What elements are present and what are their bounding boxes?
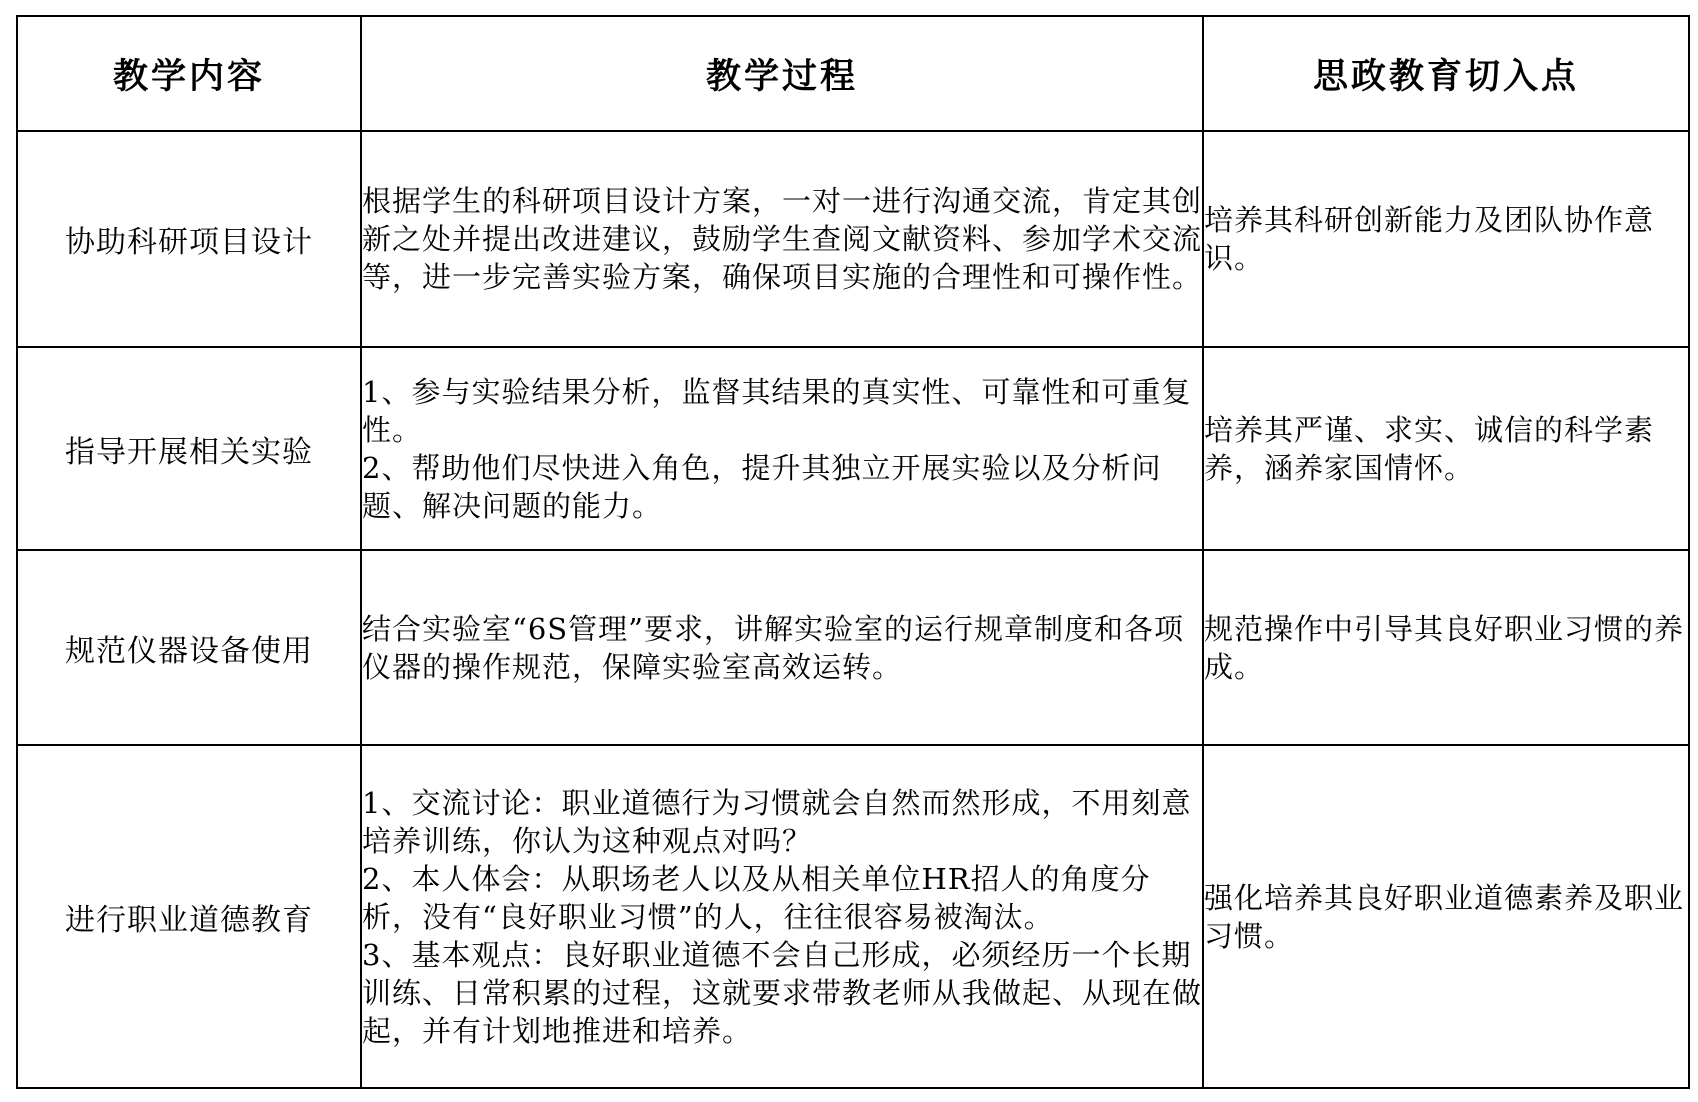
header-teaching-process: 教学过程 <box>361 16 1203 131</box>
process-text: 1、参与实验结果分析，监督其结果的真实性、可靠性和可重复性。 <box>362 374 1192 447</box>
header-ideological-entry-point: 思政教育切入点 <box>1203 16 1689 131</box>
topic-cell: 进行职业道德教育 <box>17 745 361 1088</box>
entry-point-cell: 培养其科研创新能力及团队协作意识。 <box>1203 131 1689 347</box>
header-teaching-content: 教学内容 <box>17 16 361 131</box>
topic-cell: 规范仪器设备使用 <box>17 550 361 745</box>
process-cell <box>361 550 1203 745</box>
process-text: 根据学生的科研项目设计方案，一对一进行沟通交流，肯定其创新之处并提出改进建议，鼓励学生查阅文献资料、参加学术交流等，进一步完善实验方案，确保项目实施的合理性和可操作性。 <box>362 184 1203 294</box>
table-row <box>17 745 1689 1088</box>
topic-cell: 协助科研项目设计 <box>17 131 361 347</box>
table-row <box>17 131 1689 347</box>
process-cell <box>361 745 1203 1088</box>
topic-cell: 指导开展相关实验 <box>17 347 361 550</box>
process-text: 2、帮助他们尽快进入角色，提升其独立开展实验以及分析问题、解决问题的能力。 <box>362 450 1162 523</box>
process-text: 结合实验室“6S管理”要求，讲解实验室的运行规章制度和各项仪器的操作规范，保障实验室高效运转。 <box>362 611 1184 684</box>
table-row <box>17 347 1689 550</box>
teaching-plan-table <box>16 15 1690 1089</box>
entry-point-cell: 规范操作中引导其良好职业习惯的养成。 <box>1203 550 1689 745</box>
process-text: 2、本人体会：从职场老人以及从相关单位HR招人的角度分析，没有“良好职业习惯”的人，往往很容易被淘汰。 <box>362 861 1151 934</box>
entry-point-cell: 强化培养其良好职业道德素养及职业习惯。 <box>1203 745 1689 1088</box>
entry-point-cell: 培养其严谨、求实、诚信的科学素养，涵养家国情怀。 <box>1203 347 1689 550</box>
process-cell <box>361 131 1203 347</box>
header-row <box>17 16 1689 131</box>
process-text: 1、交流讨论：职业道德行为习惯就会自然而然形成，不用刻意培养训练，你认为这种观点对吗？ <box>362 785 1192 858</box>
table-row <box>17 550 1689 745</box>
process-cell <box>361 347 1203 550</box>
process-text: 3、基本观点：良好职业道德不会自己形成，必须经历一个长期训练、日常积累的过程，这就要求带教老师从我做起、从现在做起，并有计划地推进和培养。 <box>362 937 1203 1048</box>
